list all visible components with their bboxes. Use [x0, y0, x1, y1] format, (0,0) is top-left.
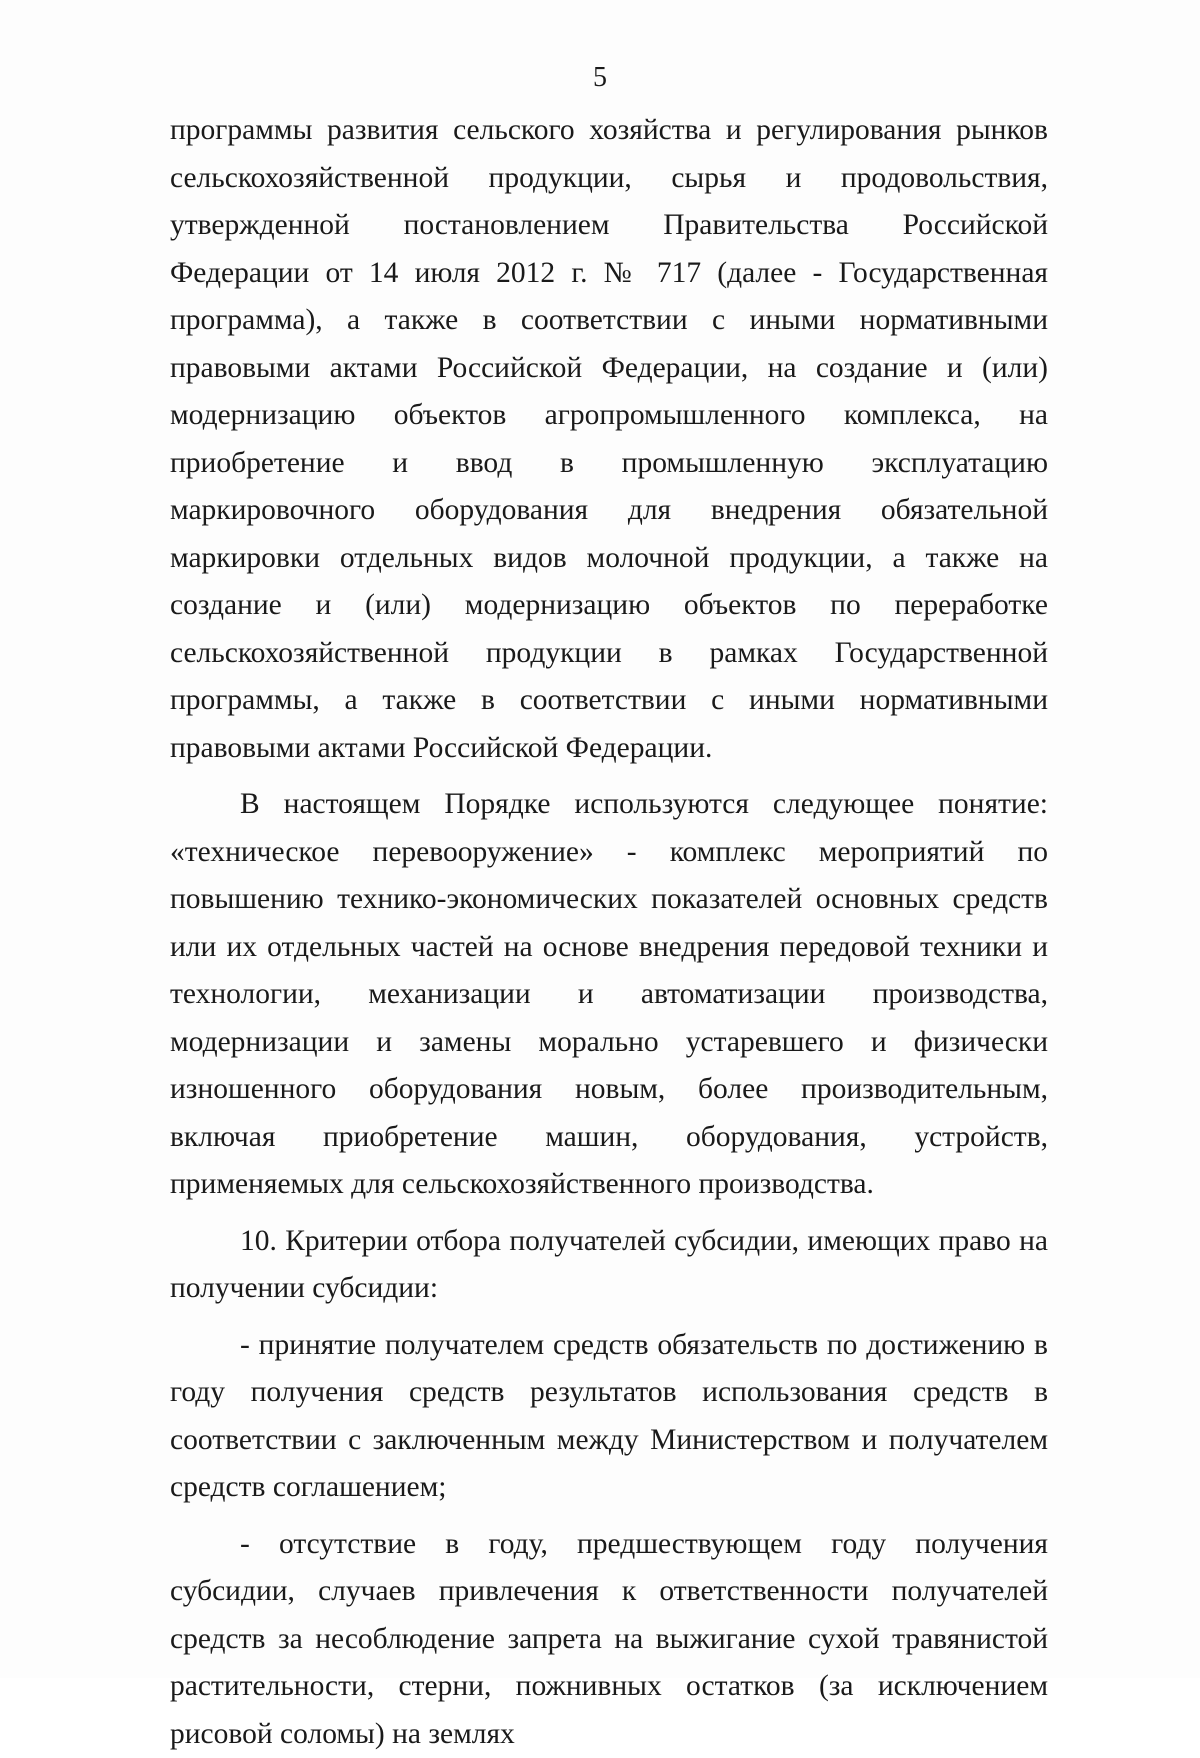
page-number: 5	[0, 62, 1200, 94]
paragraph-continuation: программы развития сельского хозяйства и регулирования рынков сельскохозяйственной продукции, сырья и продовольствия, утвержденной постановлением Правительства Российской Федерации от 14 июля 2012 г. № 717 (далее - Государственная программа), а также в соответствии с иными нормативными правовыми актами Российской Федерации, на создание и (или) модернизацию объектов агропромышленного комплекса, на приобретение и ввод в промышленную эксплуатацию маркировочного оборудования для внедрения обязательной маркировки отдельных видов молочной продукции, а также на создание и (или) модернизацию объектов по переработке сельскохозяйственной продукции в рамках Государственной программы, а также в соответствии с иными нормативными правовыми актами Российской Федерации.	[170, 107, 1048, 772]
paragraph-selection-criteria: 10. Критерии отбора получателей субсидии, имеющих право на получении субсидии:	[170, 1218, 1048, 1313]
criteria-item-burning-ban: - отсутствие в году, предшествующем году получения субсидии, случаев привлечения к ответственности получателей средств за несоблюдение запрета на выжигание сухой травянистой растительности, стерни, пожнивных остатков (за исключением рисовой соломы) на землях	[170, 1521, 1048, 1758]
criteria-item-obligations: - принятие получателем средств обязательств по достижению в году получения средств результатов использования средств в соответствии с заключенным между Министерством и получателем средств соглашением;	[170, 1322, 1048, 1512]
paragraph-definition: В настоящем Порядке используются следующее понятие: «техническое перевооружение» - комплекс мероприятий по повышению технико-экономических показателей основных средств или их отдельных частей на основе внедрения передовой техники и технологии, механизации и автоматизации производства, модернизации и замены морально устаревшего и физически изношенного оборудования новым, более производительным, включая приобретение машин, оборудования, устройств, применяемых для сельскохозяйственного производства.	[170, 781, 1048, 1209]
document-body	[170, 107, 1048, 1758]
